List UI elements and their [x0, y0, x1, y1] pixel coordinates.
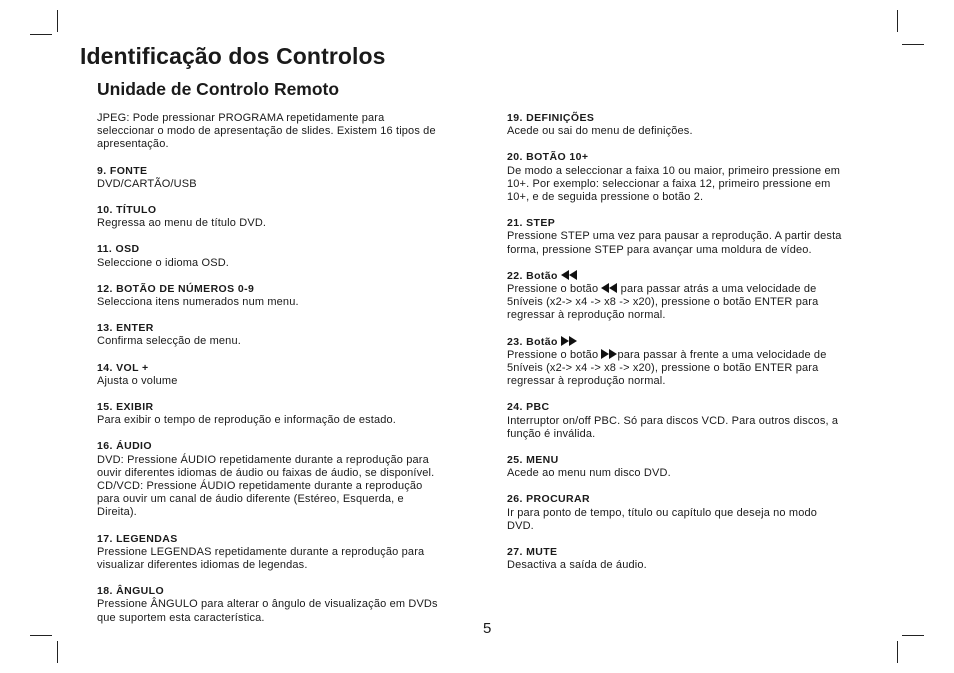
entry-text-pre: Pressione o botão: [507, 283, 599, 296]
entry-text: Ajusta o volume: [97, 374, 178, 387]
crop-mark: [902, 44, 924, 45]
control-entry: [97, 362, 477, 388]
entry-heading-text: 23. Botão: [507, 335, 558, 348]
entry-heading: 18. ÂNGULO: [97, 585, 165, 598]
control-entry: [97, 585, 477, 625]
fast-forward-icon: [561, 336, 577, 346]
right-column: [507, 112, 882, 585]
entry-heading: 13. ENTER: [97, 322, 154, 335]
control-entry: [97, 440, 477, 519]
entry-text-pre: Pressione o botão: [507, 348, 599, 361]
entry-text: Acede ou sai do menu de definições.: [507, 125, 693, 138]
entry-text: Acede ao menu num disco DVD.: [507, 467, 671, 480]
entry-text: Pressione STEP uma vez para pausar a reprodução. A partir desta forma, pressione STEP para avançar uma moldura de vídeo.: [507, 230, 842, 256]
crop-mark: [902, 635, 924, 636]
entry-text: Seleccione o idioma OSD.: [97, 256, 229, 269]
control-entry: [507, 401, 882, 441]
rewind-icon: [561, 270, 577, 280]
entry-heading-text: 22. Botão: [507, 269, 558, 282]
crop-mark: [897, 10, 898, 32]
entry-text: Ir para ponto de tempo, título ou capítulo que deseja no modo DVD.: [507, 506, 818, 532]
entry-text: Para exibir o tempo de reprodução e informação de estado.: [97, 414, 397, 427]
control-entry-rewind: [507, 270, 882, 323]
control-entry: [507, 151, 882, 204]
entry-heading: 21. STEP: [507, 217, 556, 230]
control-entry: [97, 204, 477, 230]
page-title: Identificação dos Controlos: [80, 43, 386, 69]
entry-heading: 11. OSD: [97, 243, 140, 256]
rewind-icon: [601, 283, 617, 293]
entry-heading: 16. ÁUDIO: [97, 440, 152, 453]
entry-heading: 25. MENU: [507, 454, 559, 467]
entry-heading: 9. FONTE: [97, 164, 148, 177]
entry-text: Regressa ao menu de título DVD.: [97, 217, 267, 230]
control-entry: [507, 112, 882, 138]
page-number: 5: [483, 620, 492, 637]
control-entry: [507, 454, 882, 480]
entry-text: Pressione LEGENDAS repetidamente durante a reprodução para visualizar diferentes idiomas de legendas.: [97, 545, 425, 572]
entry-text: DVD/CARTÃO/USB: [97, 177, 197, 190]
control-entry: [97, 401, 477, 427]
entry-text-post: para passar à frente a uma velocidade de 5níveis (x2-> x4 -> x8 -> x20), pressione o botão ENTER para regressar à reprodução normal.: [507, 348, 827, 388]
entry-text: DVD: Pressione ÁUDIO repetidamente durante a reprodução para ouvir diferentes idiomas de áudio ou faixas de áudio, se disponível. CD/VCD: Pressione ÁUDIO repetidamente durante a reprodução para ouvir um canal de áudio diferente (Estéreo, Esquerda, e Direita).: [97, 453, 435, 519]
entry-heading: [507, 270, 882, 283]
intro-paragraph: JPEG: Pode pressionar PROGRAMA repetidamente para seleccionar o modo de apresentação de slides. Existem 16 tipos de apresentação.: [97, 112, 436, 151]
left-column: [97, 112, 477, 638]
entry-heading: 26. PROCURAR: [507, 493, 590, 506]
entry-heading: 24. PBC: [507, 401, 550, 414]
control-entry: [97, 283, 477, 309]
crop-mark: [57, 10, 58, 32]
entry-text: Pressione ÂNGULO para alterar o ângulo de visualização em DVDs que suportem esta característica.: [97, 598, 438, 624]
entry-text: [507, 349, 882, 389]
entry-heading: 12. BOTÃO DE NÚMEROS 0-9: [97, 282, 255, 295]
entry-heading: 20. BOTÃO 10+: [507, 151, 589, 164]
entry-text: Desactiva a saída de áudio.: [507, 559, 647, 572]
crop-mark: [30, 635, 52, 636]
entry-heading: 10. TÍTULO: [97, 204, 157, 217]
entry-heading: 19. DEFINIÇÕES: [507, 112, 595, 124]
entry-heading: 17. LEGENDAS: [97, 532, 178, 545]
control-entry: [97, 533, 477, 573]
section-subtitle: Unidade de Controlo Remoto: [97, 79, 340, 99]
fast-forward-icon: [601, 349, 617, 359]
entry-heading: [507, 336, 882, 349]
control-entry: [97, 165, 477, 191]
entry-heading: 27. MUTE: [507, 546, 558, 559]
entry-text: Confirma selecção de menu.: [97, 335, 241, 348]
entry-text: Selecciona itens numerados num menu.: [97, 296, 299, 309]
control-entry-forward: [507, 336, 882, 389]
entry-text: De modo a seleccionar a faixa 10 ou maior, primeiro pressione em 10+. Por exemplo: seleccionar a faixa 12, primeiro pressione em 10+, e de seguida pressione o botão 2.: [507, 164, 841, 204]
entry-heading: 14. VOL +: [97, 361, 149, 374]
control-entry: [507, 546, 882, 572]
crop-mark: [30, 34, 52, 35]
control-entry: [97, 243, 477, 269]
entry-text: Interruptor on/off PBC. Só para discos VCD. Para outros discos, a função é inválida.: [507, 414, 839, 440]
entry-heading: 15. EXIBIR: [97, 401, 154, 414]
control-entry: [507, 217, 882, 257]
crop-mark: [57, 641, 58, 663]
crop-mark: [897, 641, 898, 663]
entry-text-post: para passar atrás a uma velocidade de 5níveis (x2-> x4 -> x8 -> x20), pressione o botão ENTER para regressar à reprodução normal.: [507, 283, 819, 322]
control-entry: [97, 322, 477, 348]
control-entry: [507, 493, 882, 533]
entry-text: [507, 283, 882, 323]
